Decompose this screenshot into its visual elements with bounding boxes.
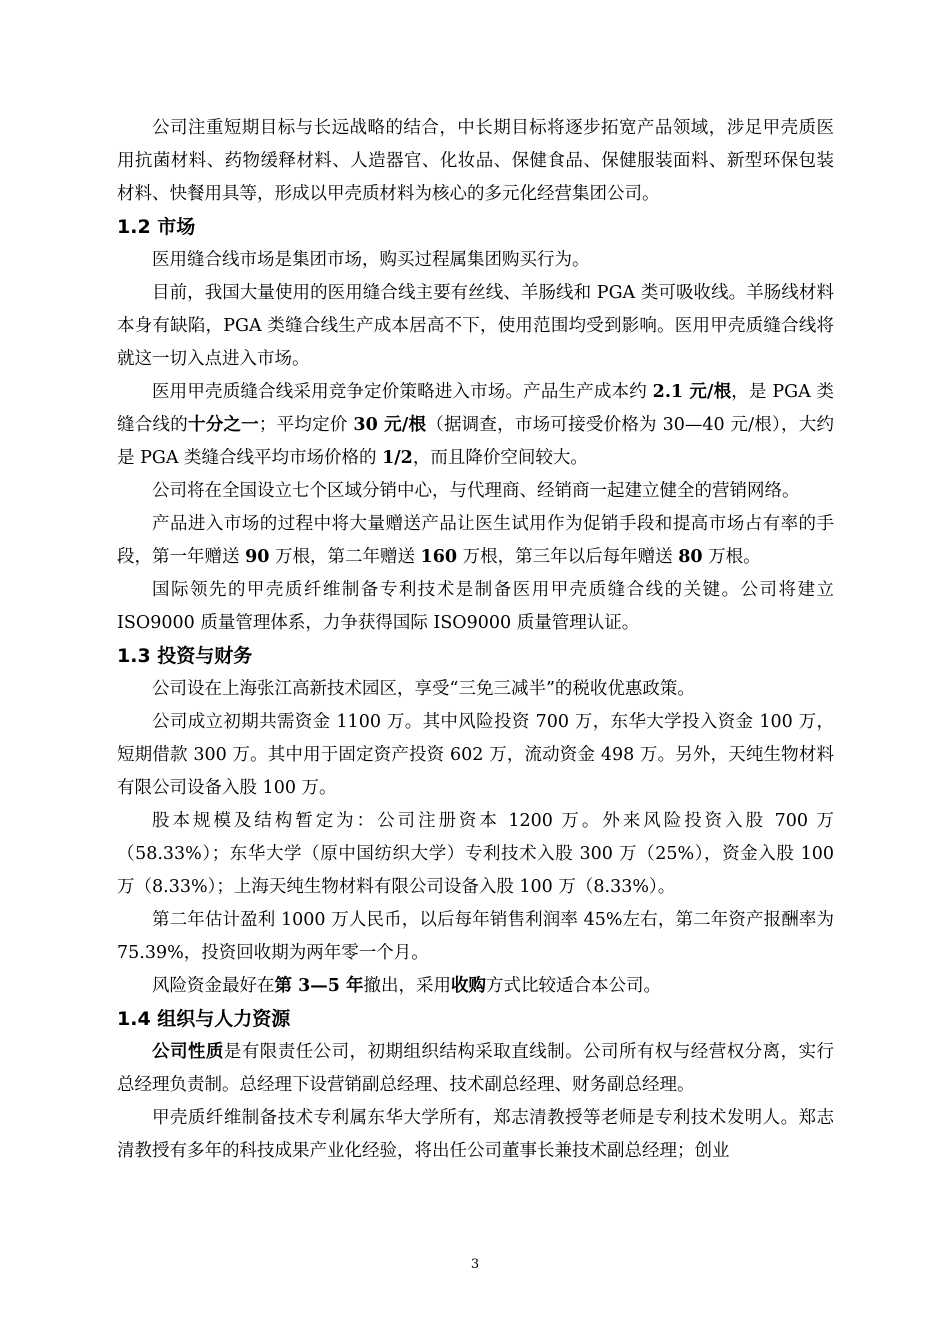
finance-paragraph-4: 第二年估计盈利 1000 万人民币，以后每年销售利润率 45%左右，第二年资产报酬率为 75.39%，投资回收期为两年零一个月。 — [117, 910, 834, 963]
text-run: 万根，第三年以后每年赠送 — [457, 547, 679, 567]
text-run: 医用甲壳质缝合线采用竞争定价策略进入市场。产品生产成本约 — [152, 382, 653, 402]
market-paragraph-3 — [117, 376, 834, 475]
market-paragraph-2: 目前，我国大量使用的医用缝合线主要有丝线、羊肠线和 PGA 类可吸收线。羊肠线材料本身有缺陷，PGA 类缝合线生产成本居高不下，使用范围均受到影响。医用甲壳质缝合线将就这一切入点进入市场。 — [117, 283, 834, 369]
bold-run: 1/2 — [382, 448, 413, 468]
text-run: 万根，第二年赠送 — [269, 547, 421, 567]
section-heading-market: 1.2 市场 — [117, 216, 196, 238]
document-body — [117, 112, 834, 1168]
bold-run: 90 — [245, 547, 270, 567]
bold-run: 160 — [420, 547, 458, 567]
market-paragraph-1: 医用缝合线市场是集团市场，购买过程属集团购买行为。 — [152, 250, 590, 270]
finance-paragraph-3: 股本规模及结构暂定为：公司注册资本 1200 万。外来风险投资入股 700 万（58.33%）；东华大学（原中国纺织大学）专利技术入股 300 万（25%），资金入股 100 万（8.33%）；上海天纯生物材料有限公司设备入股 100 万（8.33%）。 — [117, 811, 834, 897]
org-paragraph-2: 甲壳质纤维制备技术专利属东华大学所有，郑志清教授等老师是专利技术发明人。郑志清教授有多年的科技成果产业化经验，将出任公司董事长兼技术副总经理；创业 — [117, 1108, 834, 1161]
text-run: ，而且降价空间较大。 — [412, 448, 588, 468]
text-run: （据调查，市场可接受价格为 30—40 元/根），大约是 PGA 类缝合线平均市场价格的 — [117, 415, 835, 468]
market-paragraph-6: 国际领先的甲壳质纤维制备专利技术是制备医用甲壳质缝合线的关键。公司将建立 ISO9000 质量管理体系，力争获得国际 ISO9000 质量管理认证。 — [117, 580, 834, 633]
bold-run: 30 元/根 — [353, 415, 427, 435]
section-heading-organization: 1.4 组织与人力资源 — [117, 1008, 291, 1030]
bold-run: 80 — [678, 547, 703, 567]
finance-paragraph-2: 公司成立初期共需资金 1100 万。其中风险投资 700 万，东华大学投入资金 100 万，短期借款 300 万。其中用于固定资产投资 602 万，流动资金 498 万。另外，天纯生物材料有限公司设备入股 100 万。 — [117, 712, 834, 798]
text-run: 撤出，采用 — [363, 976, 452, 996]
org-paragraph-1 — [117, 1036, 834, 1102]
text-run: 产品进入市场的过程中将大量赠送产品让医生试用作为促销手段和提高市场占有率的手段，第一年赠送 — [117, 514, 834, 567]
page-number: 3 — [470, 1257, 480, 1272]
text-run: ；平均定价 — [258, 415, 354, 435]
finance-paragraph-5 — [117, 970, 834, 1003]
finance-paragraph-1: 公司设在上海张江高新技术园区，享受“三免三减半”的税收优惠政策。 — [152, 679, 695, 699]
text-run: ，是 PGA 类缝合线的 — [117, 382, 834, 435]
text-run: 万根。 — [702, 547, 761, 567]
section-heading-finance: 1.3 投资与财务 — [117, 645, 253, 667]
text-run: 是有限责任公司，初期组织结构采取直线制。公司所有权与经营权分离，实行总经理负责制。总经理下设营销副总经理、技术副总经理、财务副总经理。 — [117, 1042, 835, 1095]
intro-paragraph: 公司注重短期目标与长远战略的结合，中长期目标将逐步拓宽产品领域，涉足甲壳质医用抗菌材料、药物缓释材料、人造器官、化妆品、保健食品、保健服装面料、新型环保包装材料、快餐用具等，形成以甲壳质材料为核心的多元化经营集团公司。 — [117, 118, 834, 204]
market-paragraph-5 — [117, 508, 834, 574]
bold-run: 收购 — [451, 976, 487, 996]
bold-run: 2.1 元/根 — [652, 382, 732, 402]
text-run: 风险资金最好在 — [152, 976, 275, 996]
bold-run: 十分之一 — [187, 415, 259, 435]
bold-run: 公司性质 — [152, 1042, 224, 1062]
bold-run: 第 3—5 年 — [274, 976, 364, 996]
market-paragraph-4: 公司将在全国设立七个区域分销中心，与代理商、经销商一起建立健全的营销网络。 — [152, 481, 800, 501]
text-run: 方式比较适合本公司。 — [486, 976, 662, 996]
